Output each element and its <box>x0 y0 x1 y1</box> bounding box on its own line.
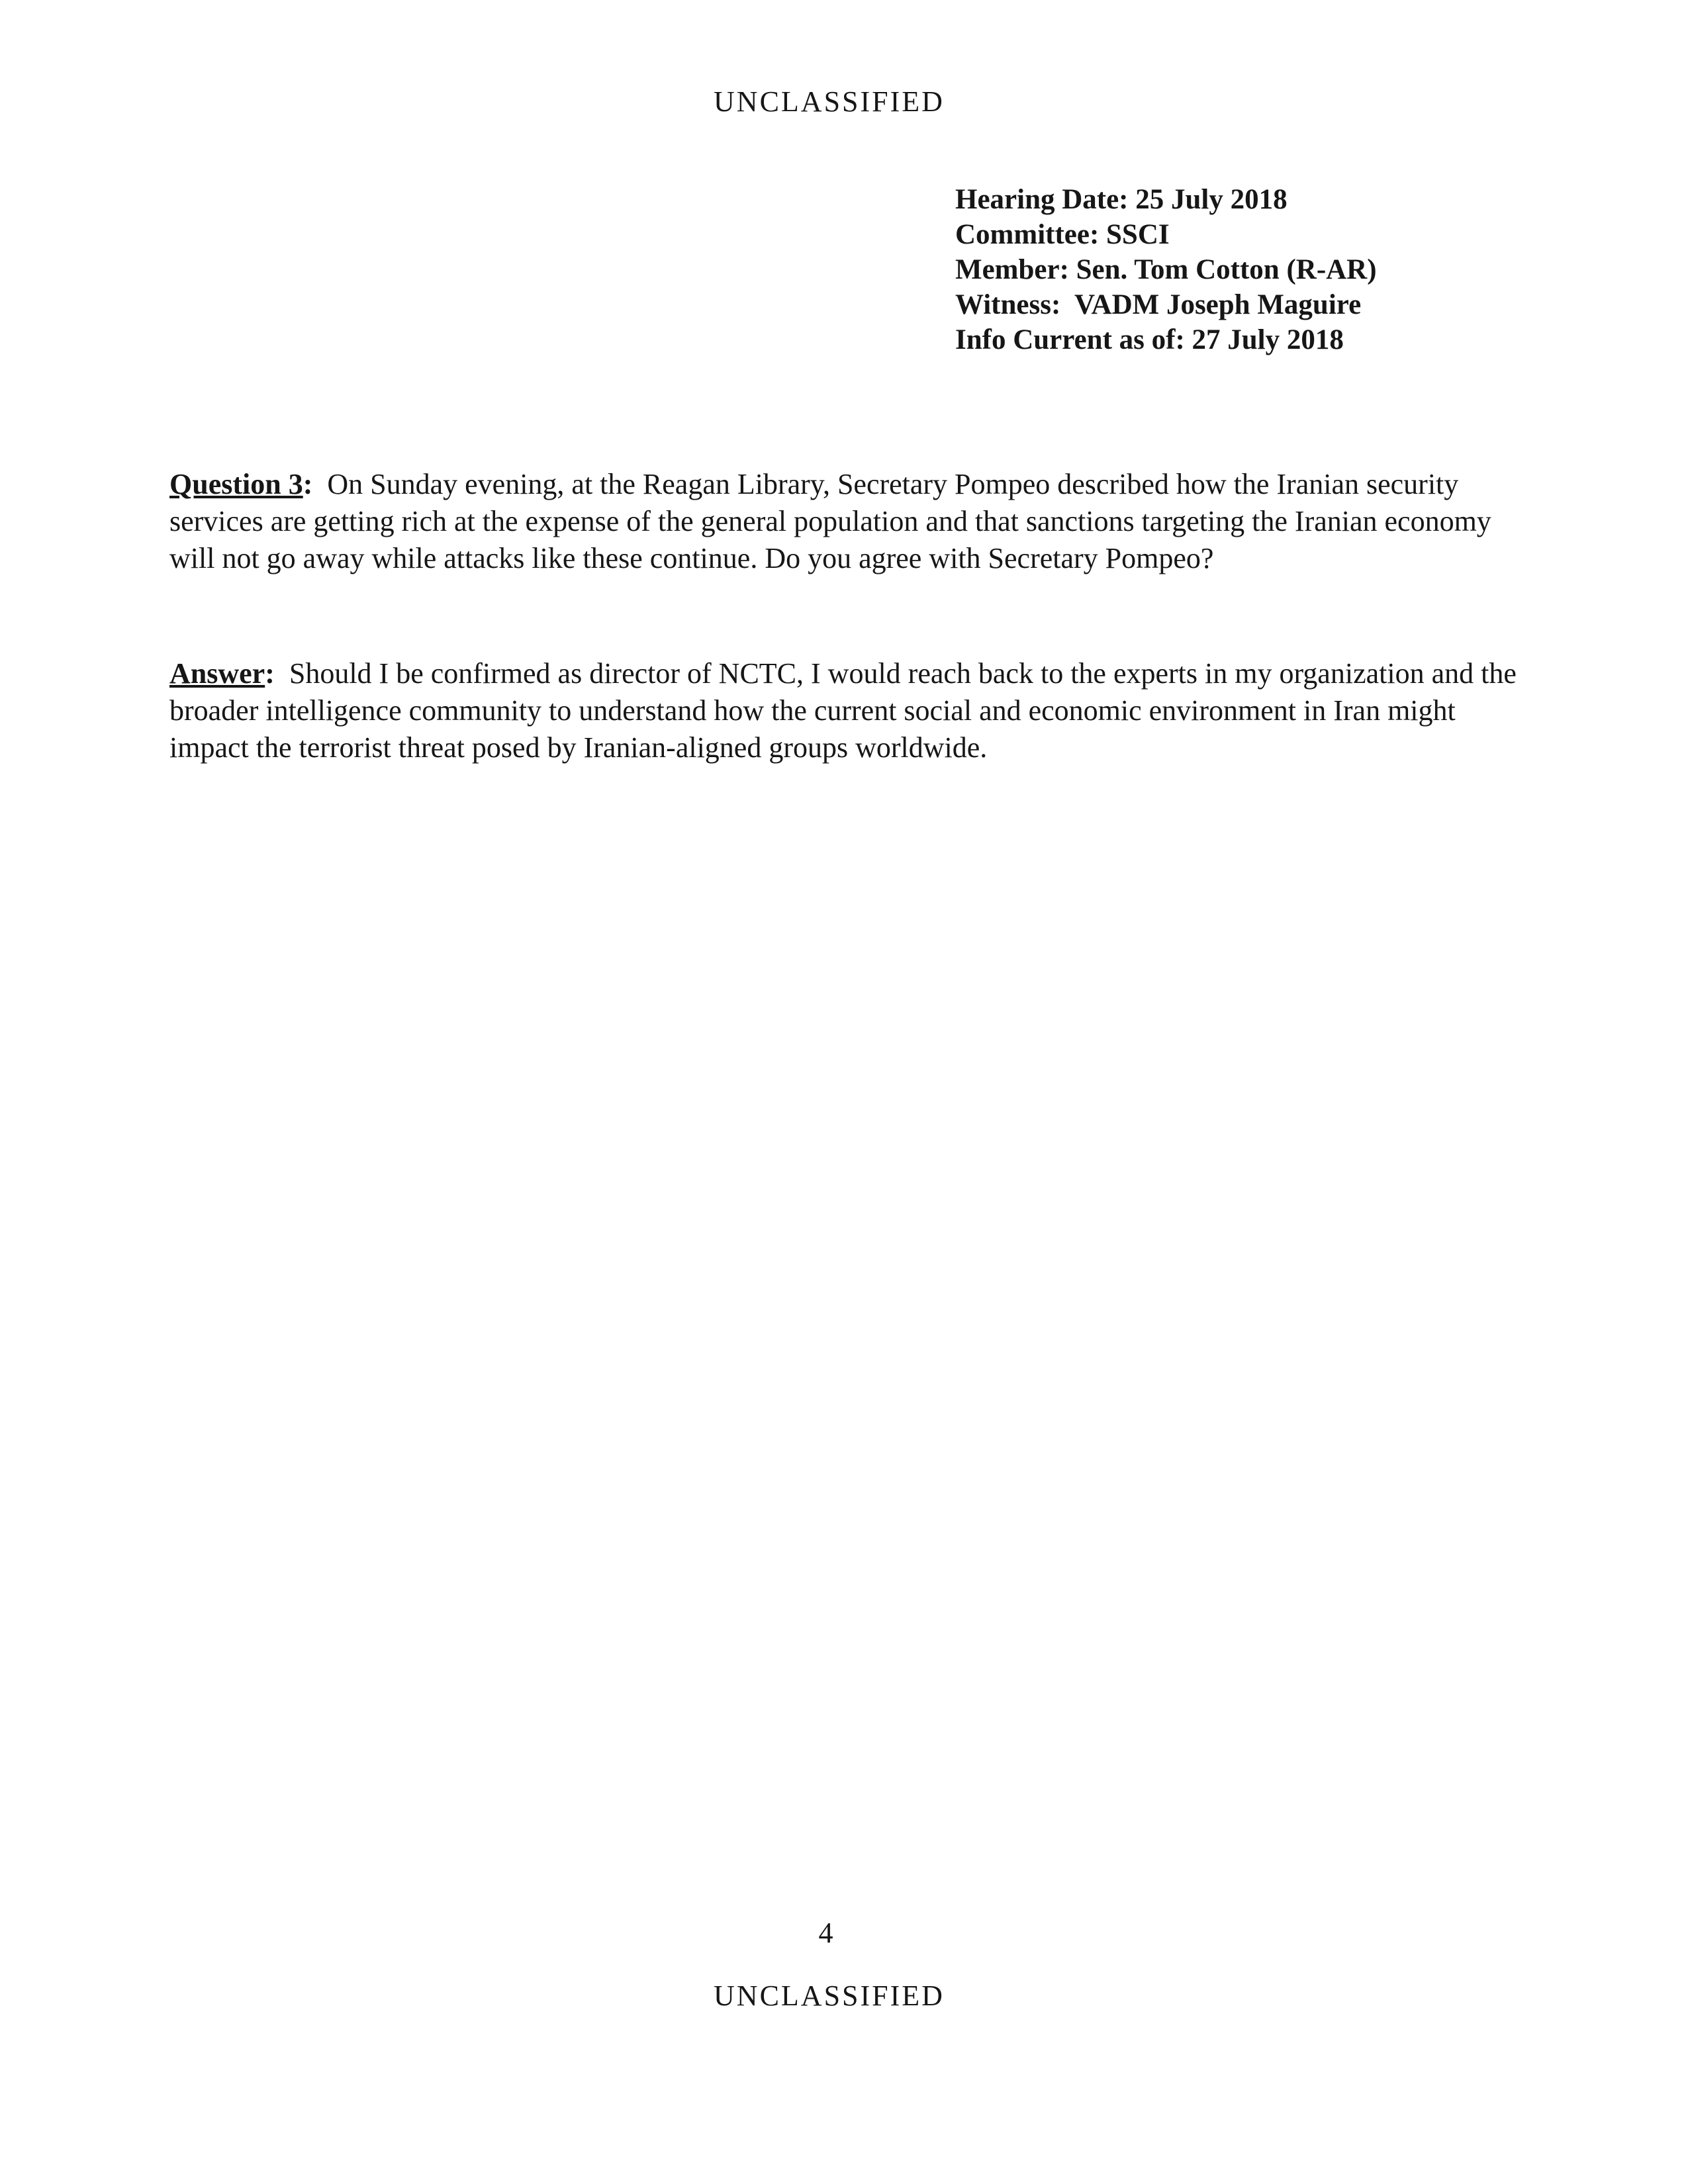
question-paragraph <box>169 466 1526 577</box>
committee: Committee: SSCI <box>955 219 1170 250</box>
answer-colon: : <box>265 657 275 690</box>
info-current-date: Info Current as of: 27 July 2018 <box>955 324 1344 355</box>
answer-text: Should I be confirmed as director of NCTC, I would reach back to the experts in my organization and the broader intelligence community to understand how the current social and economic environment in Iran might impact the terrorist threat posed by Iranian-aligned groups worldwide. <box>169 657 1517 764</box>
question-colon: : <box>303 468 313 500</box>
member: Member: Sen. Tom Cotton (R-AR) <box>955 254 1377 285</box>
answer-paragraph <box>169 655 1526 766</box>
hearing-info-header <box>955 182 1377 357</box>
question-label: Question 3 <box>169 468 303 500</box>
classification-banner-top: UNCLASSIFIED <box>714 85 945 118</box>
classification-banner-bottom: UNCLASSIFIED <box>714 1979 945 2012</box>
answer-label: Answer <box>169 657 265 690</box>
hearing-date: Hearing Date: 25 July 2018 <box>955 184 1288 215</box>
question-text: On Sunday evening, at the Reagan Library, Secretary Pompeo described how the Iranian security services are getting rich at the expense of the general population and that sanctions targeting the Iranian economy will not go away while attacks like these continue. Do you agree with Secretary Pompeo? <box>169 468 1491 574</box>
page-number: 4 <box>818 1917 833 1949</box>
witness: Witness: VADM Joseph Maguire <box>955 289 1362 320</box>
